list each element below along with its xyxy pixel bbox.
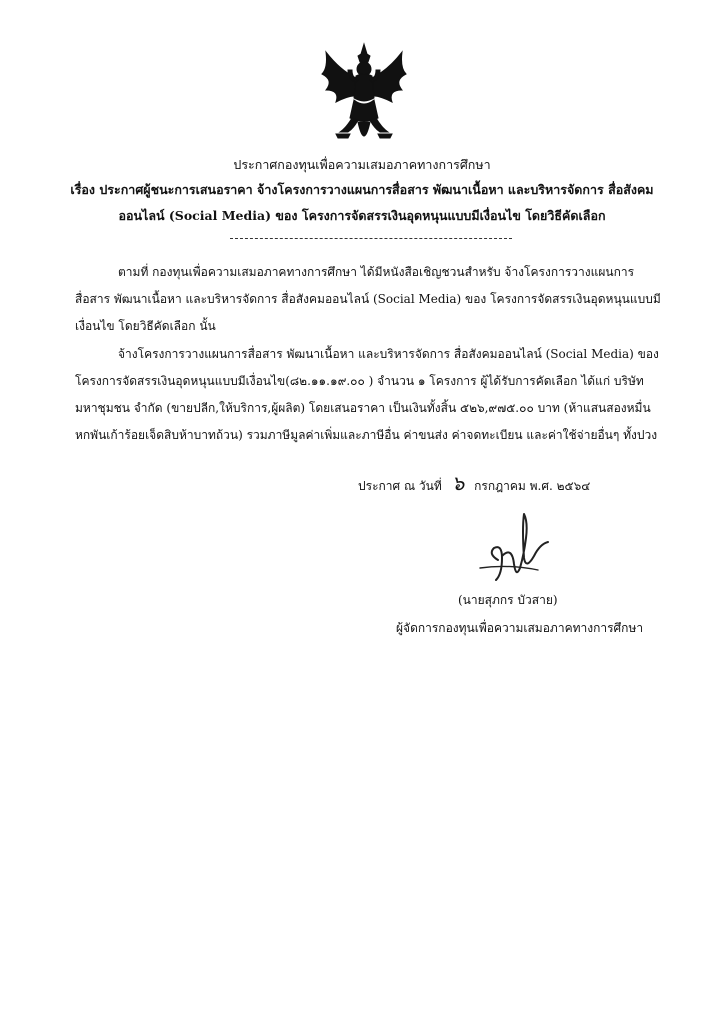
paragraph-2-line-3: มหาชุมชน จำกัด (ขายปลีก,ให้บริการ,ผู้ผลิต) โดยเสนอราคา เป็นเงินทั้งสิ้น ๕๒๖,๙๗๕.๐๐ บาท (ห้าแสนสองหมื่น — [75, 401, 651, 415]
signatory-position: ผู้จัดการกองทุนเพื่อความเสมอภาคทางการศึกษา — [396, 621, 644, 635]
announce-date — [358, 471, 591, 495]
garuda-emblem — [318, 40, 410, 152]
subject-line-2: ออนไลน์ (Social Media) ของ โครงการจัดสรรเงินอุดหนุนแบบมีเงื่อนไข โดยวิธีคัดเลือก — [118, 208, 606, 223]
paragraph-2-line-2: โครงการจัดสรรเงินอุดหนุนแบบมีเงื่อนไข(๘๒.๑๑.๑๙.๐๐ ) จำนวน ๑ โครงการ ผู้ได้รับการคัดเลือก ได้แก่ บริษัท — [75, 374, 644, 388]
paragraph-2-line-4: หกพันเก้าร้อยเจ็ดสิบห้าบาทถ้วน) รวมภาษีมูลค่าเพิ่มและภาษีอื่น ค่าขนส่ง ค่าจดทะเบียน และค่าใช้จ่ายอื่นๆ ทั้งปวง — [75, 428, 658, 442]
date-suffix: กรกฎาคม พ.ศ. ๒๕๖๔ — [474, 479, 591, 493]
date-prefix: ประกาศ ณ วันที่ — [358, 479, 442, 493]
announcement-title: ประกาศกองทุนเพื่อความเสมอภาคทางการศึกษา — [233, 157, 491, 172]
paragraph-2-line-1: จ้างโครงการวางแผนการสื่อสาร พัฒนาเนื้อหา และบริหารจัดการ สื่อสังคมออนไลน์ (Social Media) ของ — [118, 347, 659, 361]
signatory-name: (นายสุภกร บัวสาย) — [458, 593, 558, 607]
subject-line-1: เรื่อง ประกาศผู้ชนะการเสนอราคา จ้างโครงการวางแผนการสื่อสาร พัฒนาเนื้อหา และบริหารจัดการ สื่อสังคม — [70, 182, 654, 197]
paragraph-1-line-1: ตามที่ กองทุนเพื่อความเสมอภาคทางการศึกษา ได้มีหนังสือเชิญชวนสำหรับ จ้างโครงการวางแผนการ — [118, 265, 635, 279]
date-day: ๖ — [451, 471, 465, 495]
signature — [468, 508, 552, 588]
paragraph-1-line-2: สื่อสาร พัฒนาเนื้อหา และบริหารจัดการ สื่อสังคมออนไลน์ (Social Media) ของ โครงการจัดสรรเงินอุดหนุนแบบมี — [75, 292, 661, 306]
paragraph-1-line-3: เงื่อนไข โดยวิธีคัดเลือก นั้น — [75, 319, 216, 333]
divider — [230, 238, 512, 239]
